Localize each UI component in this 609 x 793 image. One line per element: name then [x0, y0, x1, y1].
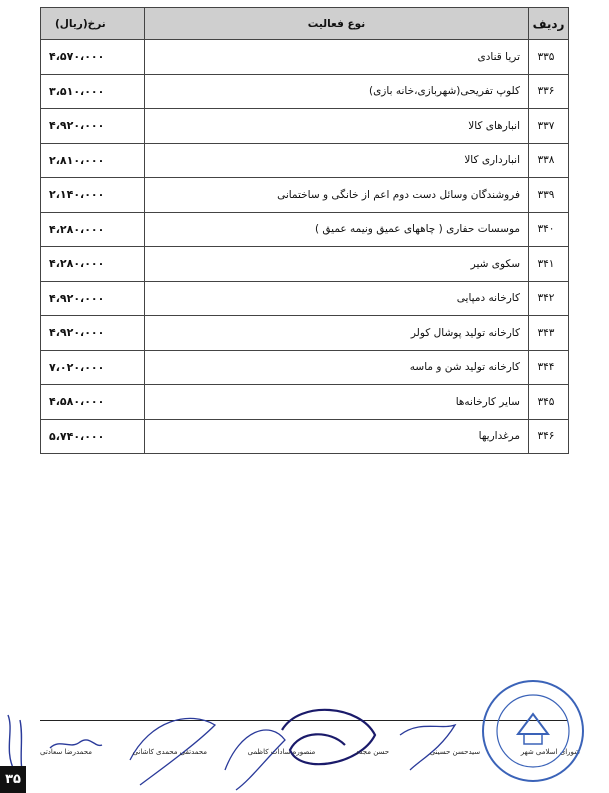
- row-number: ۳۳۶: [529, 74, 569, 109]
- signatory-6: محمدرضا سعادتی: [40, 748, 92, 756]
- rate-cell: ۴،۵۸۰،۰۰۰: [41, 385, 145, 420]
- table-row: [41, 281, 569, 316]
- row-number: ۳۴۰: [529, 212, 569, 247]
- table-row: [41, 419, 569, 454]
- table-row: [41, 247, 569, 282]
- table-row: [41, 350, 569, 385]
- row-number: ۳۳۸: [529, 143, 569, 178]
- row-number: ۳۴۵: [529, 385, 569, 420]
- activity-cell: فروشندگان وسائل دست دوم اعم از خانگی و ساختمانی: [145, 178, 529, 213]
- activity-cell: تریا قنادی: [145, 40, 529, 75]
- table-row: [41, 40, 569, 75]
- rate-cell: ۴،۹۲۰،۰۰۰: [41, 109, 145, 144]
- activity-cell: کارخانه تولید شن و ماسه: [145, 350, 529, 385]
- activity-cell: موسسات حفاری ( چاههای عمیق ونیمه عمیق ): [145, 212, 529, 247]
- row-number: ۳۳۵: [529, 40, 569, 75]
- council-seal: [478, 676, 588, 786]
- rate-cell: ۷،۰۲۰،۰۰۰: [41, 350, 145, 385]
- signatory-1: شورای اسلامی شهر: [520, 748, 580, 756]
- activity-cell: انبارداری کالا: [145, 143, 529, 178]
- rate-cell: ۴،۲۸۰،۰۰۰: [41, 212, 145, 247]
- table-row: [41, 316, 569, 351]
- table-row: [41, 178, 569, 213]
- page-number: ۳۵: [0, 766, 26, 793]
- signatory-3: حسن مجدد: [355, 748, 390, 756]
- table-header-row: [41, 8, 569, 40]
- rate-cell: ۵،۷۴۰،۰۰۰: [41, 419, 145, 454]
- rate-cell: ۴،۵۷۰،۰۰۰: [41, 40, 145, 75]
- fees-table: [40, 7, 569, 454]
- row-number: ۳۳۹: [529, 178, 569, 213]
- rate-cell: ۴،۹۲۰،۰۰۰: [41, 316, 145, 351]
- activity-cell: کارخانه دمپایی: [145, 281, 529, 316]
- signatory-4: منصوره سادات کاظمی: [247, 748, 316, 756]
- activity-cell: مرغداریها: [145, 419, 529, 454]
- table-row: [41, 74, 569, 109]
- row-number: ۳۴۴: [529, 350, 569, 385]
- rate-cell: ۳،۵۱۰،۰۰۰: [41, 74, 145, 109]
- rate-cell: ۴،۹۲۰،۰۰۰: [41, 281, 145, 316]
- table-body: [41, 40, 569, 454]
- rate-cell: ۲،۱۴۰،۰۰۰: [41, 178, 145, 213]
- row-number: ۳۴۳: [529, 316, 569, 351]
- signatory-2: سیدحسن حسینی: [429, 748, 481, 756]
- row-number: ۳۴۲: [529, 281, 569, 316]
- table-row: [41, 109, 569, 144]
- activity-cell: کلوپ تفریحی(شهربازی،خانه بازی): [145, 74, 529, 109]
- table-row: [41, 212, 569, 247]
- activity-cell: سایر کارخانه‌ها: [145, 385, 529, 420]
- activity-cell: سکوی شیر: [145, 247, 529, 282]
- header-rate: نرخ(ریال): [41, 8, 145, 40]
- table-row: [41, 385, 569, 420]
- header-activity: نوع فعالیت: [145, 8, 529, 40]
- rate-cell: ۴،۲۸۰،۰۰۰: [41, 247, 145, 282]
- row-number: ۳۴۶: [529, 419, 569, 454]
- row-number: ۳۴۱: [529, 247, 569, 282]
- signatory-5: محمدتقی محمدی کاشانی: [132, 748, 208, 756]
- activity-cell: کارخانه تولید پوشال کولر: [145, 316, 529, 351]
- header-row-number: ردیف: [529, 8, 569, 40]
- rate-cell: ۲،۸۱۰،۰۰۰: [41, 143, 145, 178]
- table-row: [41, 143, 569, 178]
- row-number: ۳۳۷: [529, 109, 569, 144]
- activity-cell: انبارهای کالا: [145, 109, 529, 144]
